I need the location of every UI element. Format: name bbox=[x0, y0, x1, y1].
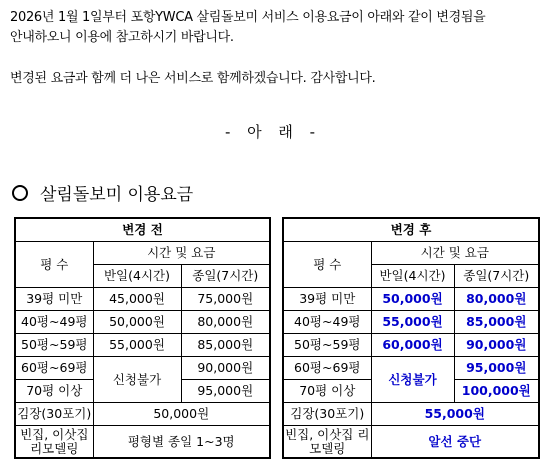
after-size-cell: 39평 미만 bbox=[283, 288, 371, 311]
before-size-cell: 60평~69평 bbox=[15, 357, 93, 380]
before-full-cell: 75,000원 bbox=[181, 288, 270, 311]
after-half-cell: 50,000원 bbox=[371, 288, 454, 311]
after-full-cell: 100,000원 bbox=[454, 380, 539, 403]
after-size-cell: 40평~49평 bbox=[283, 311, 371, 334]
notice-line-3: 변경된 요금과 함께 더 나은 서비스로 함께하겠습니다. 감사합니다. bbox=[10, 71, 376, 86]
before-full-cell: 90,000원 bbox=[181, 357, 270, 380]
before-kimjang-label: 김장(30포기) bbox=[15, 403, 93, 426]
before-size-cell: 40평~49평 bbox=[15, 311, 93, 334]
notice-line-2: 안내하오니 이용에 참고하시기 바랍니다. bbox=[10, 30, 234, 45]
section-heading-text: 살림돌보미 이용요금 bbox=[40, 185, 194, 205]
table-row bbox=[15, 311, 270, 334]
before-size-cell: 39평 미만 bbox=[15, 288, 93, 311]
after-kimjang-label: 김장(30포기) bbox=[283, 403, 371, 426]
before-remodel-value: 평형별 종일 1~3명 bbox=[93, 426, 270, 459]
section-heading bbox=[12, 180, 193, 205]
before-half-cell: 50,000원 bbox=[93, 311, 181, 334]
after-remodel-label: 빈집, 이삿집 리모델링 bbox=[283, 426, 371, 459]
before-full-cell: 85,000원 bbox=[181, 334, 270, 357]
before-col-time: 시간 및 요금 bbox=[93, 242, 270, 265]
after-full-cell: 90,000원 bbox=[454, 334, 539, 357]
after-half-cell-unavailable: 신청불가 bbox=[371, 357, 454, 403]
before-full-cell: 95,000원 bbox=[181, 380, 270, 403]
before-col-full: 종일(7시간) bbox=[181, 265, 270, 288]
before-col-size: 평 수 bbox=[15, 242, 93, 288]
after-rate-table bbox=[282, 217, 540, 459]
table-row bbox=[15, 357, 270, 380]
after-full-cell: 95,000원 bbox=[454, 357, 539, 380]
table-row bbox=[283, 334, 539, 357]
before-caption: 변경 전 bbox=[15, 218, 270, 242]
after-size-cell: 60평~69평 bbox=[283, 357, 371, 380]
table-row bbox=[15, 426, 270, 459]
after-col-time: 시간 및 요금 bbox=[371, 242, 539, 265]
after-size-cell: 70평 이상 bbox=[283, 380, 371, 403]
after-remodel-value: 알선 중단 bbox=[371, 426, 539, 459]
after-half-cell: 55,000원 bbox=[371, 311, 454, 334]
before-half-cell-unavailable: 신청불가 bbox=[93, 357, 181, 403]
before-size-cell: 50평~59평 bbox=[15, 334, 93, 357]
table-row bbox=[283, 403, 539, 426]
table-row bbox=[15, 334, 270, 357]
table-row bbox=[283, 288, 539, 311]
table-row bbox=[15, 403, 270, 426]
notice-text bbox=[10, 8, 540, 89]
table-row bbox=[283, 311, 539, 334]
after-caption: 변경 후 bbox=[283, 218, 539, 242]
before-col-half: 반일(4시간) bbox=[93, 265, 181, 288]
after-col-half: 반일(4시간) bbox=[371, 265, 454, 288]
notice-line-1: 2026년 1월 1일부터 포항YWCA 살림돌보미 서비스 이용요금이 아래와 같이 변경됨을 bbox=[10, 10, 486, 25]
after-full-cell: 80,000원 bbox=[454, 288, 539, 311]
after-size-cell: 50평~59평 bbox=[283, 334, 371, 357]
notice-title: - 아 래 - bbox=[224, 123, 322, 141]
table-row bbox=[283, 357, 539, 380]
before-half-cell: 45,000원 bbox=[93, 288, 181, 311]
before-kimjang-value: 50,000원 bbox=[93, 403, 270, 426]
table-row bbox=[15, 288, 270, 311]
after-half-cell: 60,000원 bbox=[371, 334, 454, 357]
after-col-full: 종일(7시간) bbox=[454, 265, 539, 288]
table-row bbox=[283, 426, 539, 459]
before-size-cell: 70평 이상 bbox=[15, 380, 93, 403]
circle-icon bbox=[12, 185, 28, 201]
after-full-cell: 85,000원 bbox=[454, 311, 539, 334]
after-col-size: 평 수 bbox=[283, 242, 371, 288]
after-kimjang-value: 55,000원 bbox=[371, 403, 539, 426]
before-full-cell: 80,000원 bbox=[181, 311, 270, 334]
before-rate-table bbox=[14, 217, 271, 459]
before-half-cell: 55,000원 bbox=[93, 334, 181, 357]
before-remodel-label: 빈집, 이삿집 리모델링 bbox=[15, 426, 93, 459]
